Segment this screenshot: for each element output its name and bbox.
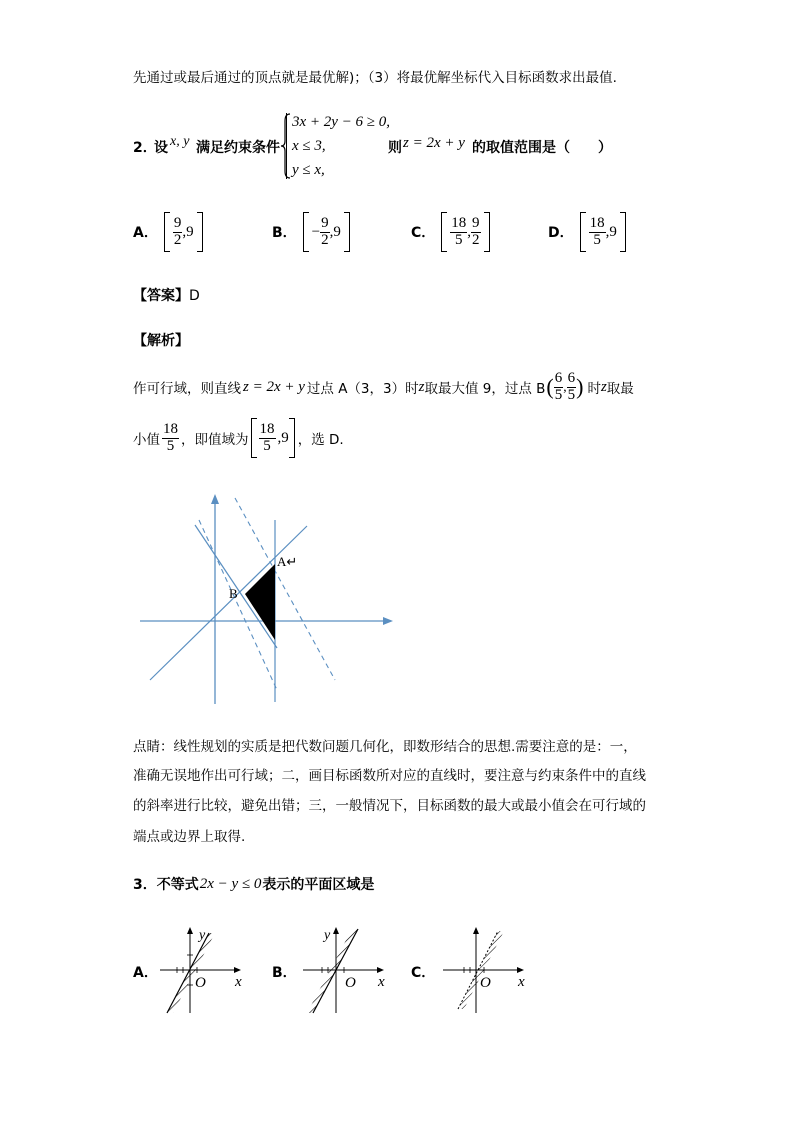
origin-label: O [345,975,356,991]
option-d-interval: $\frac{18}{5}$ , 9 [580,212,626,252]
y-axis-arrow [211,494,219,504]
dianjing-line-4: 端点或边界上取得. [133,829,246,845]
shaded-region [167,933,215,1013]
answer-label: 【答案】 [133,288,189,304]
question-3-post: 表示的平面区域是 [262,877,375,893]
x-axis-arrow [377,967,384,973]
frac-num: 9 [472,214,480,231]
question-2-mid: 满足约束条件 [196,140,280,156]
frac-den: 2 [321,231,329,248]
analysis-text: 小值 [133,432,160,448]
right-bracket [197,212,203,252]
right-bracket [620,212,626,252]
dianjing-line-1: 点睛：线性规划的实质是把代数问题几何化，即数形结合的思想.需要注意的是：一， [133,739,637,755]
option-c-label: C． [411,225,436,241]
answer-value: D [189,288,200,304]
analysis-line-1: 作可行域，则直线 z = 2x + y 过点 A（3，3）时 z 取最大值 9，过点 B ( $\frac{6}{5}$ , $\frac{6}{5}$ ) 时 z 取最 [133,370,634,403]
right-bracket [344,212,350,252]
y-axis-arrow [187,927,193,934]
axis-y-label: y [324,928,331,943]
x-axis-arrow [383,617,393,625]
q3-option-b-graph[interactable] [298,925,393,1015]
frac-den: 5 [455,231,463,248]
analysis-text: 取最大值 9，过点 B [424,381,546,398]
question-3-inequality: 2x − y ≤ 0 [199,875,262,892]
analysis-text: 过点 A（3，3）时 [306,381,419,398]
right-bracket [484,212,490,252]
option-d[interactable] [548,212,626,252]
option-b-interval: − $\frac{9}{2}$ , 9 [303,212,350,252]
frac-num: 18 [163,420,178,437]
analysis-var-z: z [600,378,607,395]
feasible-region-figure [135,490,400,708]
analysis-text: ，即值域为 [181,432,249,448]
axis-x-label: x [518,974,525,990]
question-2-then: 则 [388,140,402,156]
question-3-number: 3． [133,877,157,893]
question-2-number: 2． [133,140,157,156]
frac-num: 18 [589,214,605,231]
range-right: 9 [281,429,289,446]
option-a-label: A． [133,225,158,241]
option-a-interval: $\frac{9}{2}$ , 9 [164,212,203,252]
frac-den: 5 [554,386,563,403]
analysis-text: ，选 D. [297,432,344,448]
frac-num: 6 [554,370,563,386]
x-axis-arrow [517,967,524,973]
option-a-right: 9 [186,223,194,240]
origin-label: O [480,975,491,991]
minus-sign: − [311,223,321,240]
axis-x-label: x [378,974,385,990]
analysis-text: 取最 [606,381,634,398]
analysis-text: 时 [587,381,601,398]
feasible-triangle [245,564,275,640]
constraint-1: 3x + 2y − 6 ≥ 0, [292,114,391,130]
answer-line [133,285,200,305]
option-b-right: 9 [333,223,341,240]
right-bracket [289,418,295,458]
question-2-post: 的取值范围是（ ） [472,140,612,156]
q3-option-a-graph[interactable] [155,925,250,1015]
top-text-line: 先通过或最后通过的顶点就是最优解)；（3）将最优解坐标代入目标函数求出最值. [133,70,617,86]
analysis-label: 【解析】 [133,333,189,349]
y-axis-arrow [333,927,339,934]
frac-den: 5 [166,437,175,454]
axis-y-label: y [199,928,206,943]
label-point-b: B [229,586,238,601]
option-c[interactable] [411,212,490,252]
option-a[interactable] [133,212,203,252]
frac-den: 2 [472,231,480,248]
origin-label: O [195,975,206,991]
constraint-2: x ≤ 3, [292,138,326,154]
left-bracket [251,418,257,458]
option-b-label: B． [272,225,297,241]
option-d-label: D． [548,225,574,241]
analysis-var-z: z [418,378,425,395]
frac-den: 2 [173,231,182,248]
brace-glyph [281,113,291,179]
dianjing-line-3: 的斜率进行比较，避免出错；三，一般情况下，目标函数的最大或最小值会在可行域的 [133,798,646,814]
analysis-text: 作可行域，则直线 [133,381,241,398]
q3-option-a-label: A． [133,965,158,981]
x-axis-arrow [234,967,241,973]
frac-num: 9 [321,214,329,231]
label-point-a: A↵ [277,554,298,569]
option-d-right: 9 [609,223,617,240]
frac-den: 5 [593,231,601,248]
q3-option-b-label: B． [272,965,297,981]
question-2-vars: x, y [170,134,190,149]
axis-x-label: x [235,974,242,990]
frac-num: 9 [173,214,182,231]
frac-den: 5 [567,386,576,403]
shaded-region [307,929,358,1013]
question-3-line [133,874,374,894]
y-axis-arrow [473,927,479,934]
question-2-pre: 设 [154,140,168,156]
analysis-line-2: 小值 $\frac{18}{5}$ ，即值域为 $\frac{18}{5}$ , 9 ，选 D. [133,418,344,458]
question-3-pre: 不等式 [156,877,199,893]
frac-num: 18 [259,420,275,437]
option-b[interactable] [272,212,350,252]
q3-option-c-label: C． [411,965,436,981]
frac-num: 18 [451,214,467,231]
analysis-equation: z = 2x + y [243,378,305,395]
line-y-eq-x [150,526,307,680]
frac-num: 6 [567,370,576,386]
frac-den: 5 [263,437,271,454]
question-2-target: z = 2x + y [403,135,465,151]
constraint-brace [286,113,287,179]
constraint-3: y ≤ x, [292,162,325,178]
dianjing-line-2: 准确无误地作出可行域；二，画目标函数所对应的直线时，要注意与约束条件中的直线 [133,768,646,784]
option-c-interval: $\frac{18}{5}$ , $\frac{9}{2}$ [441,212,489,252]
q3-option-c-graph[interactable] [438,925,533,1015]
